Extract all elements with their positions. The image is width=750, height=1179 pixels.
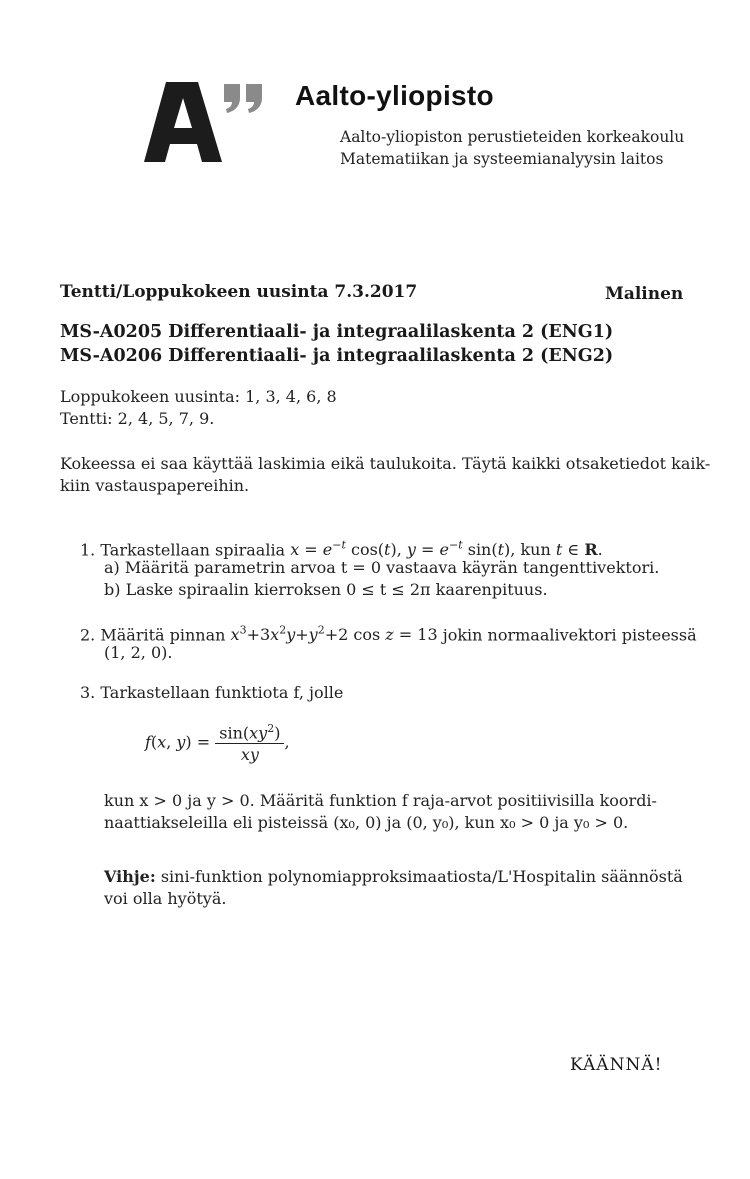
aalto-logo	[140, 78, 272, 164]
hint-text: sini-funktion polynomiapproksimaatiosta/L'Hospitalin säännöstä	[160, 867, 683, 886]
instructions	[60, 453, 710, 497]
retake-problems: Loppukokeen uusinta: 1, 3, 4, 6, 8	[60, 387, 337, 406]
school-line: Aalto-yliopiston perustieteiden korkeakoulu	[340, 128, 685, 146]
conditions-line: kun x > 0 ja y > 0. Määritä funktion f raja-arvot positiivisilla koordi-	[104, 791, 657, 810]
exam-problems: Tentti: 2, 4, 5, 7, 9.	[60, 409, 215, 428]
hint-label: Vihje:	[104, 867, 156, 886]
instructions-line: kiin vastauspapereihin.	[60, 476, 250, 495]
problem-number: 1.	[80, 540, 96, 560]
logo-quote-marks	[224, 84, 262, 113]
course-line-2: MS-A0206 Differentiaali- ja integraalilaskenta 2 (ENG2)	[60, 346, 614, 366]
lecturer-name: Malinen	[605, 284, 684, 304]
problem-intro: Tarkastellaan spiraalia	[100, 540, 286, 560]
problem-intro: Tarkastellaan funktiota f, jolle	[100, 683, 344, 702]
course-line-1: MS-A0205 Differentiaali- ja integraalilaskenta 2 (ENG1)	[60, 322, 614, 342]
problem-1b: b) Laske spiraalin kierroksen 0 ≤ t ≤ 2π kaarenpituus.	[104, 580, 548, 599]
conditions-line: naattiakseleilla eli pisteissä (x₀, 0) ja (0, y₀), kun x₀ > 0 ja y₀ > 0.	[104, 813, 629, 832]
problem-number: 3.	[80, 683, 96, 702]
problem-1a: a) Määritä parametrin arvoa t = 0 vastaava käyrän tangenttivektori.	[104, 558, 660, 577]
problem-3-conditions	[104, 790, 657, 834]
problem-3	[80, 682, 343, 704]
university-name: Aalto-yliopisto	[295, 80, 494, 111]
problem-number: 2.	[80, 625, 96, 645]
spiral-equation: $x = e^{-t}$ cos(t), $y = e^{-t}$ sin(t), kun t ∈ R.	[290, 539, 603, 560]
surface-equation: $x^3+3x^2y+y^2+2$ cos z = 13	[230, 624, 438, 645]
problem-2-point: (1, 2, 0).	[104, 643, 173, 662]
school-info	[340, 126, 684, 170]
instructions-line: Kokeessa ei saa käyttää laskimia eikä taulukoita. Täytä kaikki otsaketiedot kaik-	[60, 454, 711, 473]
exam-title: Tentti/Loppukokeen uusinta 7.3.2017	[60, 282, 418, 302]
department-line: Matematiikan ja systeemianalyysin laitos	[340, 150, 664, 168]
problem-text: Määritä pinnan	[100, 625, 226, 645]
problem-2	[80, 620, 697, 646]
problem-3-hint	[104, 866, 683, 910]
hint-text-line2: voi olla hyötyä.	[104, 889, 227, 908]
function-definition: f(x, y) = $\frac{\sin(xy^2)}{xy}$ ,	[145, 722, 290, 765]
problem-text-end: jokin normaalivektori pisteessä	[442, 625, 697, 645]
turn-over-note: KÄÄNNÄ!	[570, 1055, 663, 1075]
